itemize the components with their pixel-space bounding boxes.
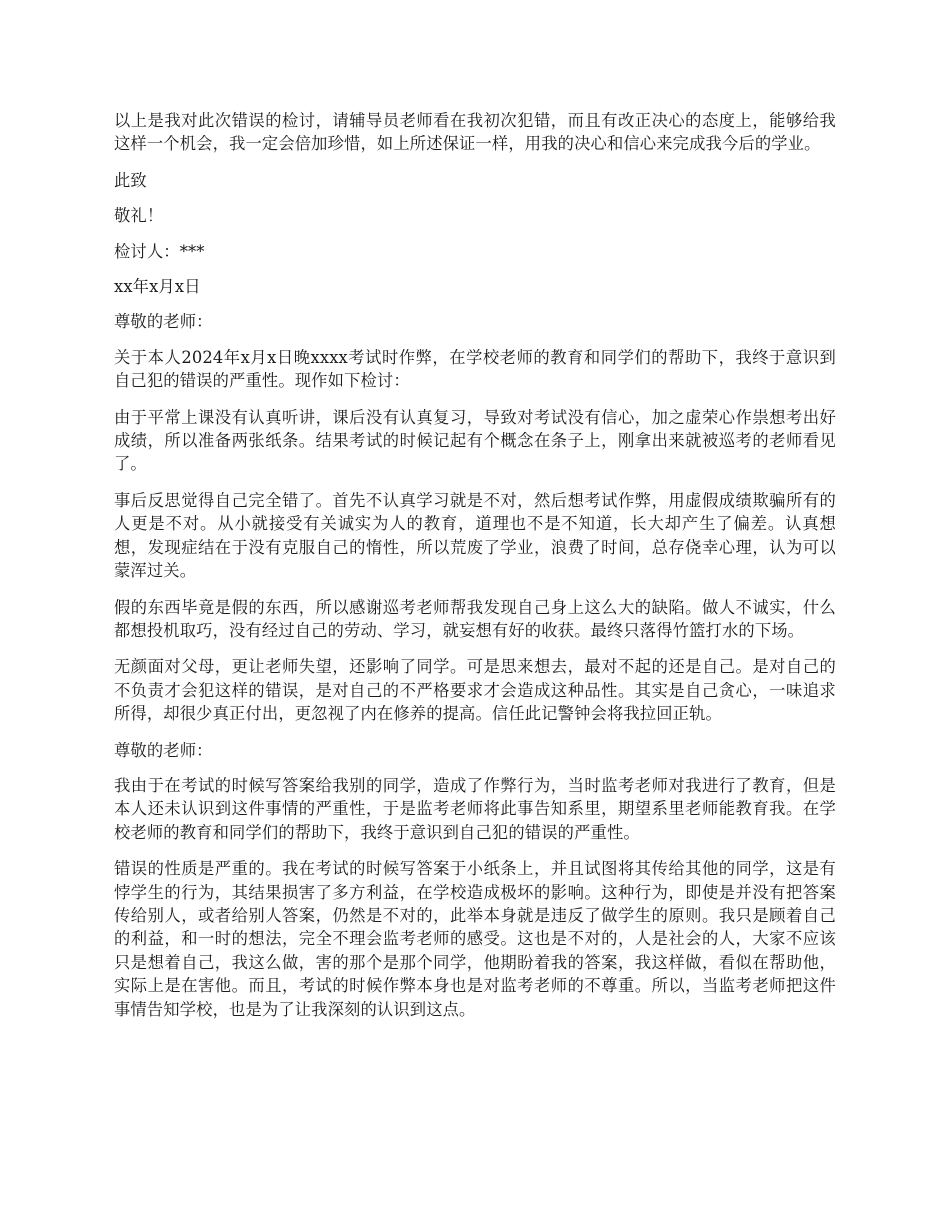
- salutation-cizhi: 此致: [114, 170, 147, 190]
- paragraph-closing-statement: 以上是我对此次错误的检讨，请辅导员老师看在我初次犯错，而且有改正决心的态度上，能够给我这样一个机会，我一定会倍加珍惜，如上所述保证一样，用我的决心和信心来完成我今后的学业。: [114, 111, 836, 154]
- paragraph-severity: 错误的性质是严重的。我在考试的时候写答案于小纸条上，并且试图将其传给其他的同学，这是有悖学生的行为，其结果损害了多方利益，在学校造成极坏的影响。这种行为，即使是并没有把答案传给别人，或者给别人答案，仍然是不对的，此举本身就是违反了做学生的原则。我只是顾着自己的利益，和一时的想法，完全不理会监考老师的感受。这也是不对的，人是社会的人，大家不应该只是想着自己，我这么做，害的那个是那个同学，他期盼着我的答案，我这样做，看似在帮助他，实际上是在害他。而且，考试的时候作弊本身也是对监考老师的不尊重。所以，当监考老师把这件事情告知学校，也是为了让我深刻的认识到这点。: [114, 859, 836, 1019]
- date-line: xx年x月x日: [114, 277, 201, 297]
- salutation-jingli: 敬礼！: [114, 206, 164, 226]
- paragraph-reflection: 事后反思觉得自己完全错了。首先不认真学习就是不对，然后想考试作弊，用虚假成绩欺骗所有的人更是不对。从小就接受有关诚实为人的教育，道理也不是不知道，长大却产生了偏差。认真想想，发现症结在于没有克服自己的惰性，所以荒废了学业，浪费了时间，总存侥幸心理，认为可以蒙浑过关。: [114, 490, 836, 581]
- paragraph-gratitude: 假的东西毕竟是假的东西，所以感谢巡考老师帮我发现自己身上这么大的缺陷。做人不诚实，什么都想投机取巧，没有经过自己的劳动、学习，就妄想有好的收获。最终只落得竹篮打水的下场。: [114, 597, 836, 640]
- paragraph-remorse: 无颜面对父母，更让老师失望，还影响了同学。可是思来想去，最对不起的还是自己。是对自己的不负责才会犯这样的错误，是对自己的不严格要求才会造成这种品性。其实是自己贪心，一味追求所得，却很少真正付出，更忽视了内在修养的提高。信任此记警钟会将我拉回正轨。: [114, 657, 836, 724]
- paragraph-intro: 关于本人2024年x月x日晚xxxx考试时作弊，在学校老师的教育和同学们的帮助下，我终于意识到自己犯的错误的严重性。现作如下检讨：: [114, 347, 836, 391]
- greeting-teacher: 尊敬的老师：: [114, 312, 213, 332]
- greeting-teacher-second: 尊敬的老师：: [114, 740, 213, 760]
- signature-line: 检讨人：***: [114, 241, 205, 261]
- paragraph-incident: 我由于在考试的时候写答案给我别的同学，造成了作弊行为，当时监考老师对我进行了教育，但是本人还未认识到这件事情的严重性，于是监考老师将此事告知系里，期望系里老师能教育我。在学校老师的教育和同学们的帮助下，我终于意识到自己犯的错误的严重性。: [114, 775, 836, 842]
- document-body: [114, 109, 836, 1021]
- paragraph-cause: 由于平常上课没有认真听讲，课后没有认真复习，导致对考试没有信心，加之虚荣心作祟想考出好成绩，所以准备两张纸条。结果考试的时候记起有个概念在条子上，刚拿出来就被巡考的老师看见了。: [114, 407, 836, 474]
